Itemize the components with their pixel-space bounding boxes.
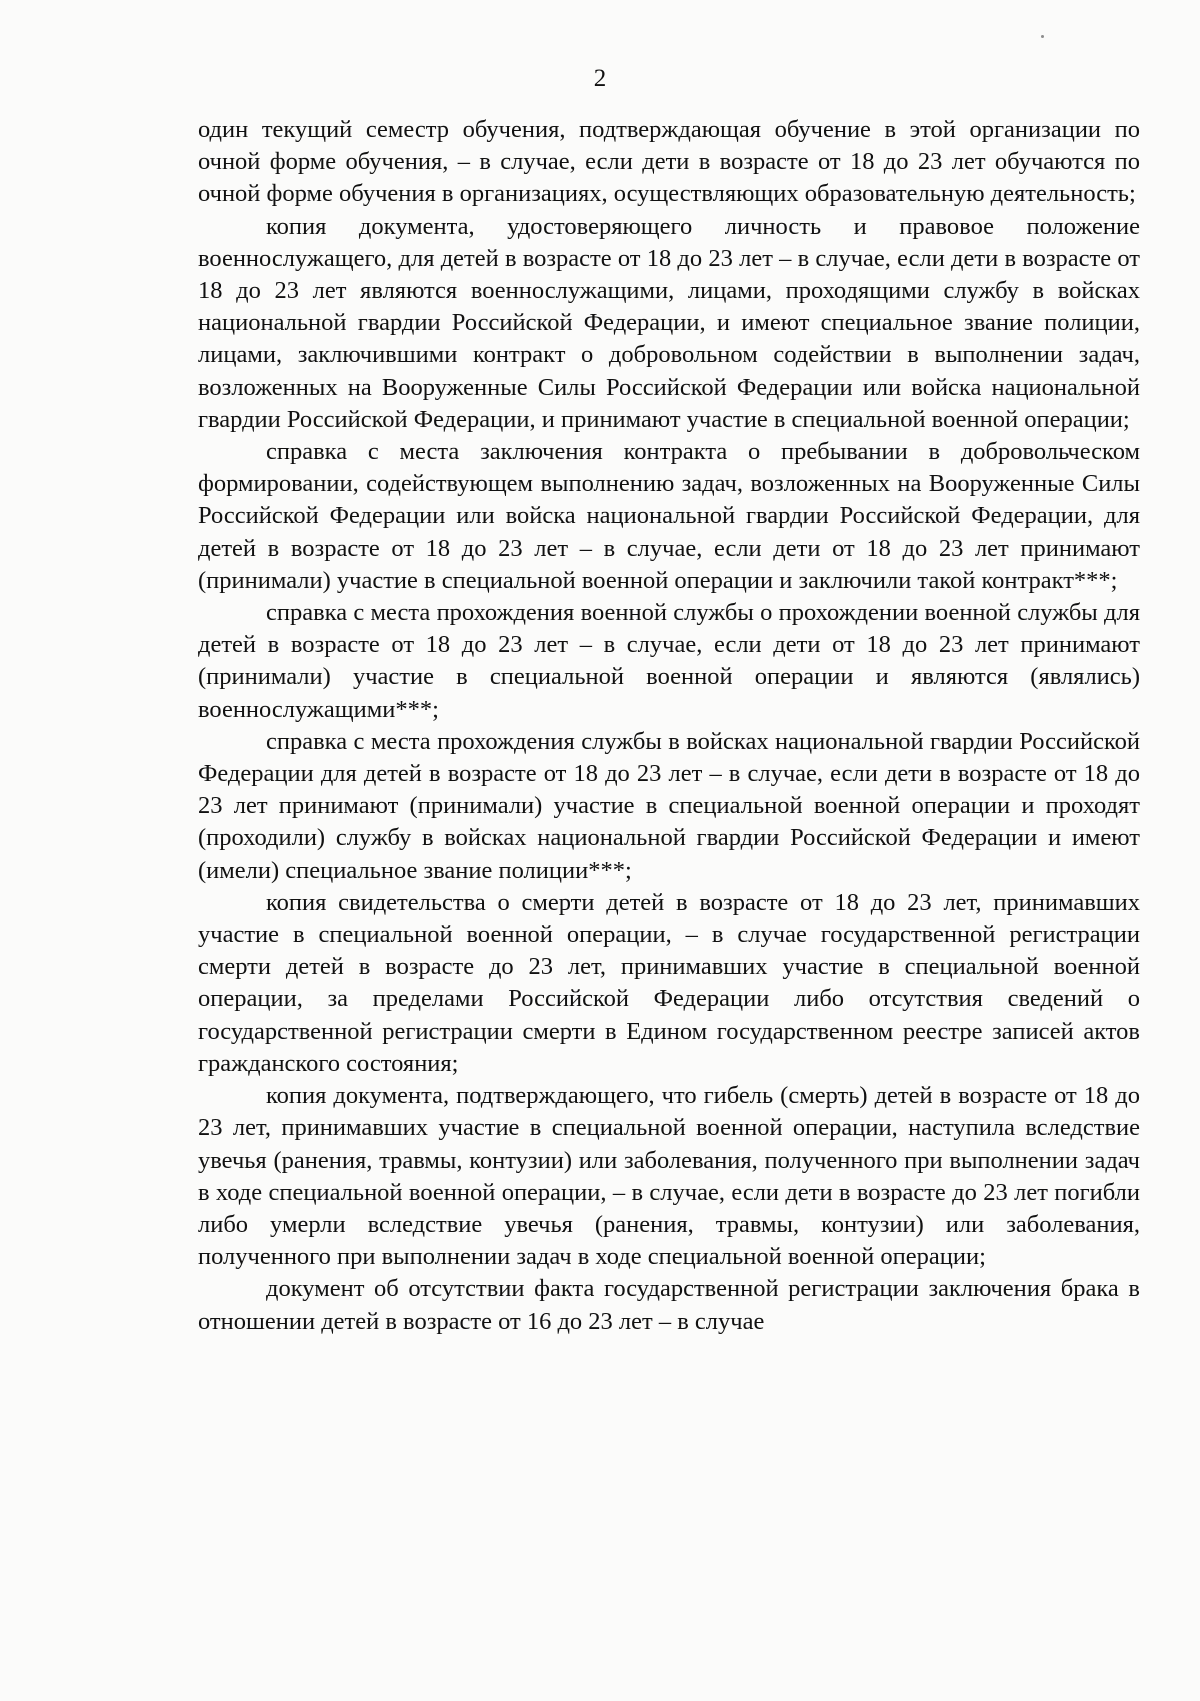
paragraph-8: документ об отсутствии факта государственной регистрации заключения брака в отношении детей в возрасте от 16 до 23 лет – в случае: [198, 1275, 1140, 1335]
paragraph-5: справка с места прохождения службы в войсках национальной гвардии Российской Федерации для детей в возрасте от 18 до 23 лет – в случае, если дети в возрасте от 18 до 23 лет принимают (принимали) участие в специальной военной операции и проходят (проходили) службу в войсках национальной гвардии Российской Федерации и имеют (имели) специальное звание полиции***;: [198, 727, 1140, 884]
document-body: [198, 114, 1140, 1338]
paragraph-1: один текущий семестр обучения, подтверждающая обучение в этой организации по очной форме обучения, – в случае, если дети в возрасте от 18 до 23 лет обучаются по очной форме обучения в организациях, осуществляющих образовательную деятельность;: [198, 116, 1140, 208]
paragraph-7: копия документа, подтверждающего, что гибель (смерть) детей в возрасте от 18 до 23 лет, принимавших участие в специальной военной операции, наступила вследствие увечья (ранения, травмы, контузии) или заболевания, полученного при выполнении задач в ходе специальной военной операции, – в случае, если дети в возрасте до 23 лет погибли либо умерли вследствие увечья (ранения, травмы, контузии) или заболевания, полученного при выполнении задач в ходе специальной военной операции;: [198, 1082, 1140, 1271]
paragraph-3: справка с места заключения контракта о пребывании в добровольческом формировании, содействующем выполнению задач, возложенных на Вооруженные Силы Российской Федерации или войска национальной гвардии Российской Федерации, для детей в возрасте от 18 до 23 лет – в случае, если дети от 18 до 23 лет принимают (принимали) участие в специальной военной операции и заключили такой контракт***;: [198, 438, 1140, 594]
paragraph-2: копия документа, удостоверяющего личность и правовое положение военнослужащего, для детей в возрасте от 18 до 23 лет – в случае, если дети в возрасте от 18 до 23 лет являются военнослужащими, лицами, проходящими службу в войсках национальной гвардии Российской Федерации, и имеют специальное звание полиции, лицами, заключившими контракт о добровольном содействии в выполнении задач, возложенных на Вооруженные Силы Российской Федерации или войска национальной гвардии Российской Федерации, и принимают участие в специальной военной операции;: [198, 212, 1140, 433]
page-number: 2: [593, 65, 607, 92]
paragraph-6: копия свидетельства о смерти детей в возрасте от 18 до 23 лет, принимавших участие в специальной военной операции, – в случае государственной регистрации смерти детей в возрасте до 23 лет, принимавших участие в специальной военной операции, за пределами Российской Федерации либо отсутствия сведений о государственной регистрации смерти в Едином государственном реестре записей актов гражданского состояния;: [198, 888, 1140, 1077]
paragraph-4: справка с места прохождения военной службы о прохождении военной службы для детей в возрасте от 18 до 23 лет – в случае, если дети от 18 до 23 лет принимают (принимали) участие в специальной военной операции и являются (являлись) военнослужащими***;: [198, 599, 1140, 723]
scan-speck: [1041, 35, 1044, 38]
